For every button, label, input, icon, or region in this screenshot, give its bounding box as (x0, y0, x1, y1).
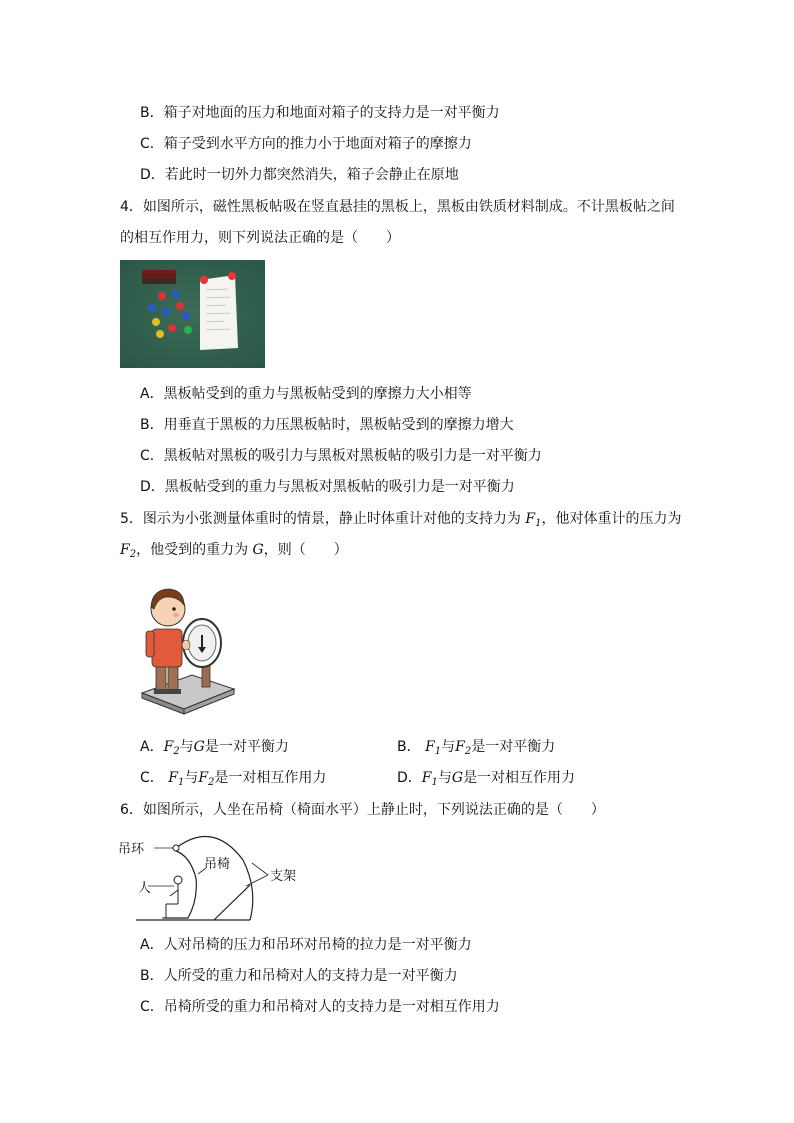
scale-boy-illustration (138, 583, 238, 718)
q3-option-b: B．箱子对地面的压力和地面对箱子的支持力是一对平衡力 (140, 105, 500, 121)
label-ring: 吊环 (118, 842, 145, 857)
q5-stem-line1: 5．图示为小张测量体重时的情景，静止时体重计对他的支持力为 $F_1$，他对体重计的压力为 (120, 511, 682, 529)
q6-option-b: B．人所受的重力和吊椅对人的支持力是一对平衡力 (140, 968, 458, 984)
q3-option-d: D．若此时一切外力都突然消失，箱子会静止在原地 (140, 167, 459, 183)
q6-option-a: A．人对吊椅的压力和吊环对吊椅的拉力是一对平衡力 (140, 937, 472, 953)
q5-option-d: D．$F_1$与G是一对相互作用力 (397, 770, 576, 788)
q4-option-c: C．黑板帖对黑板的吸引力与黑板对黑板帖的吸引力是一对平衡力 (140, 448, 542, 464)
q4-stem-line1: 4．如图所示，磁性黑板帖吸在竖直悬挂的黑板上，黑板由铁质材料制成。不计黑板帖之间 (120, 199, 675, 215)
q4-option-d: D．黑板帖受到的重力与黑板对黑板帖的吸引力是一对平衡力 (140, 479, 515, 495)
q5-option-c: C． $F_1$与$F_2$是一对相互作用力 (140, 770, 327, 788)
label-frame: 支架 (270, 869, 297, 884)
q6-stem: 6．如图所示，人坐在吊椅（椅面水平）上静止时，下列说法正确的是（ ） (120, 802, 605, 818)
q6-option-c: C．吊椅所受的重力和吊椅对人的支持力是一对相互作用力 (140, 999, 500, 1015)
q4-option-a: A．黑板帖受到的重力与黑板帖受到的摩擦力大小相等 (140, 386, 472, 402)
q5-option-b: B． $F_1$与$F_2$是一对平衡力 (397, 739, 556, 757)
q4-stem-line2: 的相互作用力，则下列说法正确的是（ ） (120, 230, 400, 246)
q5-stem-line2: $F_2$，他受到的重力为 G，则（ ） (120, 542, 348, 560)
q3-option-c: C．箱子受到水平方向的推力小于地面对箱子的摩擦力 (140, 136, 472, 152)
q4-option-b: B．用垂直于黑板的力压黑板帖时，黑板帖受到的摩擦力增大 (140, 417, 514, 433)
blackboard-photo (120, 260, 265, 368)
label-person: 人 (138, 881, 152, 896)
q5-option-a: A．$F_2$与G是一对平衡力 (140, 739, 289, 757)
label-chair: 吊椅 (204, 857, 231, 872)
swing-chair-diagram (118, 830, 308, 926)
